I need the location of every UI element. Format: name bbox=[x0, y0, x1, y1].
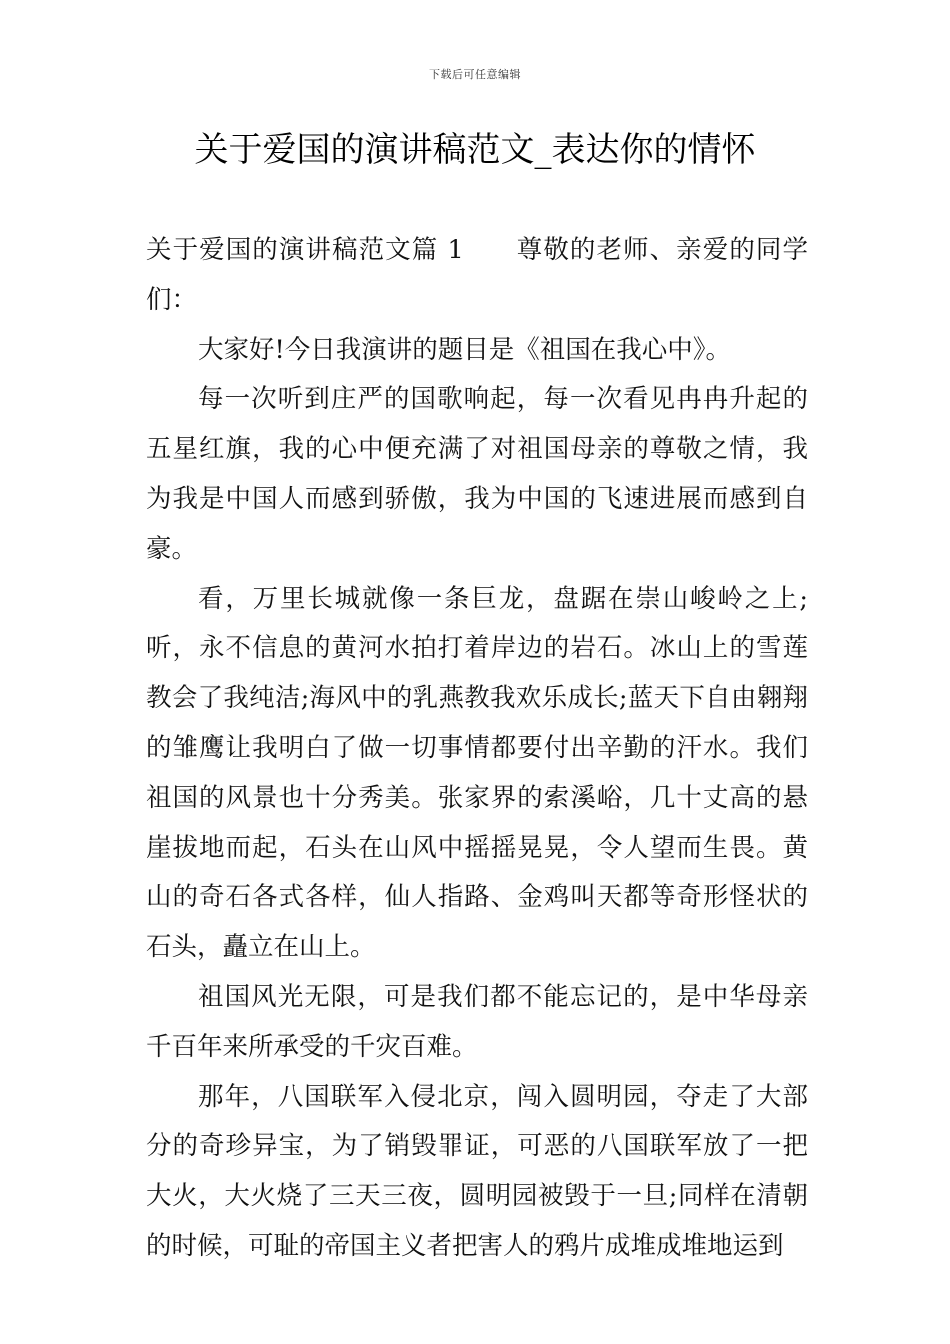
header-note: 下载后可任意编辑 bbox=[429, 68, 521, 81]
paragraph-scenery: 看，万里长城就像一条巨龙，盘踞在崇山峻岭之上;听，永不信息的黄河水拍打着岸边的岩石。冰山上的雪莲教会了我纯洁;海风中的乳燕教我欢乐成长;蓝天下自由翱翔的雏鹰让我明白了做一切事情都要付出辛勤的汗水。我们祖国的风景也十分秀美。张家界的索溪峪，几十丈高的悬崖拔地而起，石头在山风中摇摇晃晃，令人望而生畏。黄山的奇石各式各样，仙人指路、金鸡叫天都等奇形怪状的石头，矗立在山上。 bbox=[146, 583, 808, 963]
document-title: 关于爱国的演讲稿范文_表达你的情怀 bbox=[194, 130, 756, 170]
salutation: 尊敬的老师、亲爱的同学们： bbox=[146, 235, 808, 315]
paragraph-history: 那年，八国联军入侵北京，闯入圆明园，夺走了大部分的奇珍异宝，为了销毁罪证，可恶的八国联军放了一把大火，大火烧了三天三夜，圆明园被毁于一旦;同样在清朝的时候，可耻的帝国主义者把害人的鸦片成堆成堆地运到 bbox=[146, 1081, 808, 1261]
paragraph-hardship: 祖国风光无限，可是我们都不能忘记的，是中华母亲千百年来所承受的千灾百难。 bbox=[146, 981, 808, 1062]
section-heading: 关于爱国的演讲稿范文篇 1 bbox=[146, 235, 464, 265]
document-body bbox=[146, 226, 808, 1272]
paragraph-anthem: 每一次听到庄严的国歌响起，每一次看见冉冉升起的五星红旗，我的心中便充满了对祖国母亲的尊敬之情，我为我是中国人而感到骄傲，我为中国的飞速进展而感到自豪。 bbox=[146, 384, 808, 564]
paragraph-greeting: 大家好!今日我演讲的题目是《祖国在我心中》。 bbox=[198, 334, 731, 365]
opening-line bbox=[146, 226, 808, 326]
